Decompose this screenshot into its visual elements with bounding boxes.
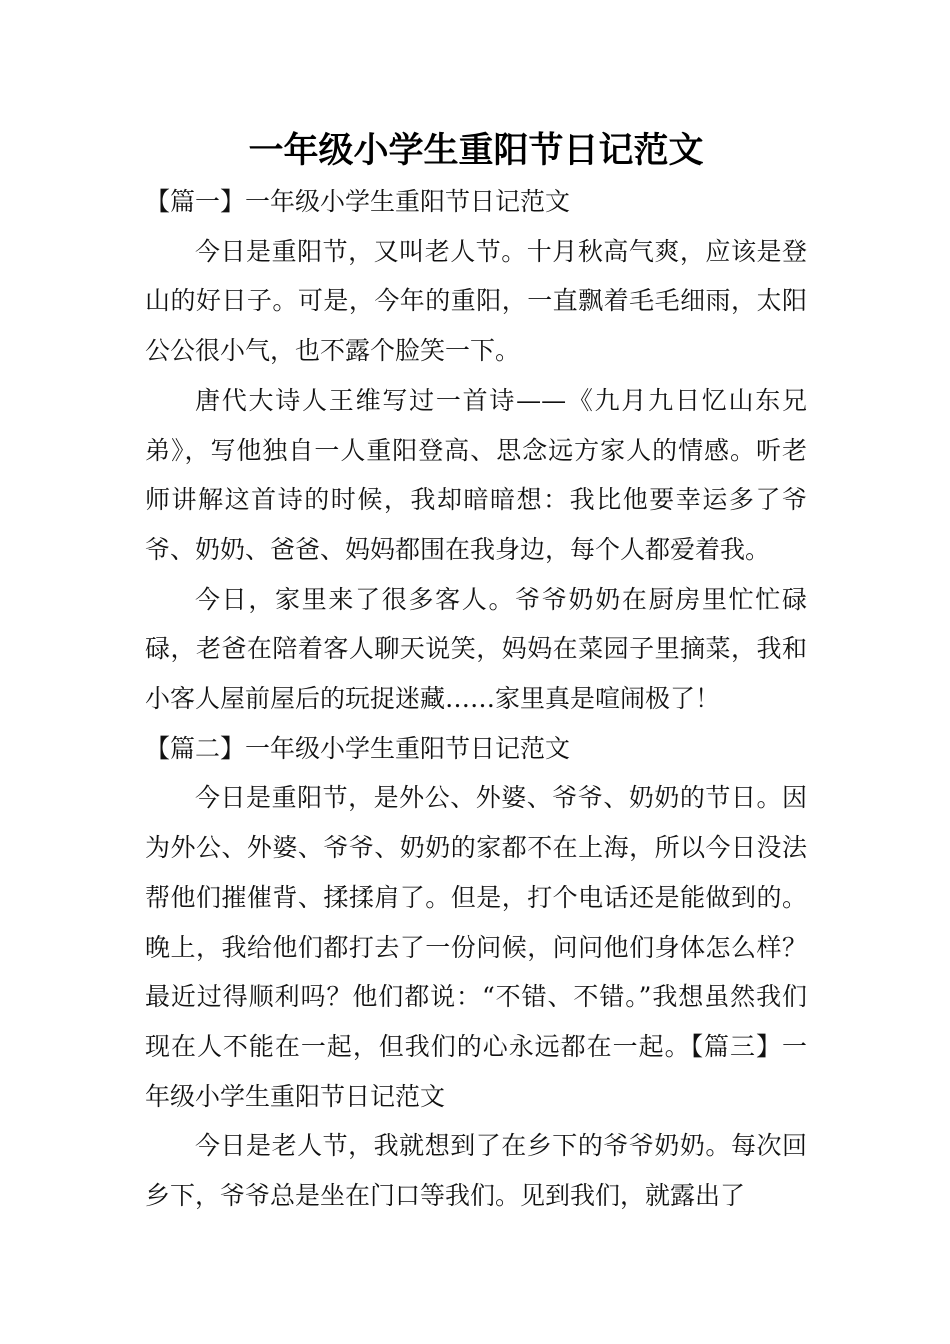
section-3-heading: 【篇三】一年级小学生重阳节日记范文 [145,1031,807,1111]
section-2-paragraph-text: 今日是重阳节，是外公、外婆、爷爷、奶奶的节日。因为外公、外婆、爷爷、奶奶的家都不在上海，所以今日没法帮他们摧催背、揉揉肩了。但是，打个电话还是能做到的。晚上，我给他们都打去了一份问候，问问他们身体怎么样？最近过得顺利吗？他们都说：“不错、不错。”我想虽然我们现在人不能在一起，但我们的心永远都在一起。 [145,783,807,1061]
section-3-paragraph: 今日是老人节，我就想到了在乡下的爷爷奶奶。每次回乡下，爷爷总是坐在门口等我们。见到我们，就露出了 [145,1131,807,1211]
document-body [145,177,807,1221]
document-title: 一年级小学生重阳节日记范文 [248,131,704,171]
section-2-heading: 【篇二】一年级小学生重阳节日记范文 [145,733,571,763]
document-page [145,125,807,1221]
section-1-paragraph-1: 今日是重阳节，又叫老人节。十月秋高气爽，应该是登山的好日子。可是，今年的重阳，一直飘着毛毛细雨，太阳公公很小气，也不露个脸笑一下。 [145,236,807,366]
section-2-paragraph [145,773,807,1121]
section-1-heading: 【篇一】一年级小学生重阳节日记范文 [145,187,571,216]
section-1-paragraph-3: 今日，家里来了很多客人。爷爷奶奶在厨房里忙忙碌碌，老爸在陪着客人聊天说笑，妈妈在菜园子里摘菜，我和小客人屋前屋后的玩捉迷藏……家里真是喧闹极了！ [145,584,807,714]
section-1-paragraph-2: 唐代大诗人王维写过一首诗——《九月九日忆山东兄弟》，写他独自一人重阳登高、思念远方家人的情感。听老师讲解这首诗的时候，我却暗暗想：我比他要幸运多了爷爷、奶奶、爸爸、妈妈都围在我身边，每个人都爱着我。 [145,385,807,564]
